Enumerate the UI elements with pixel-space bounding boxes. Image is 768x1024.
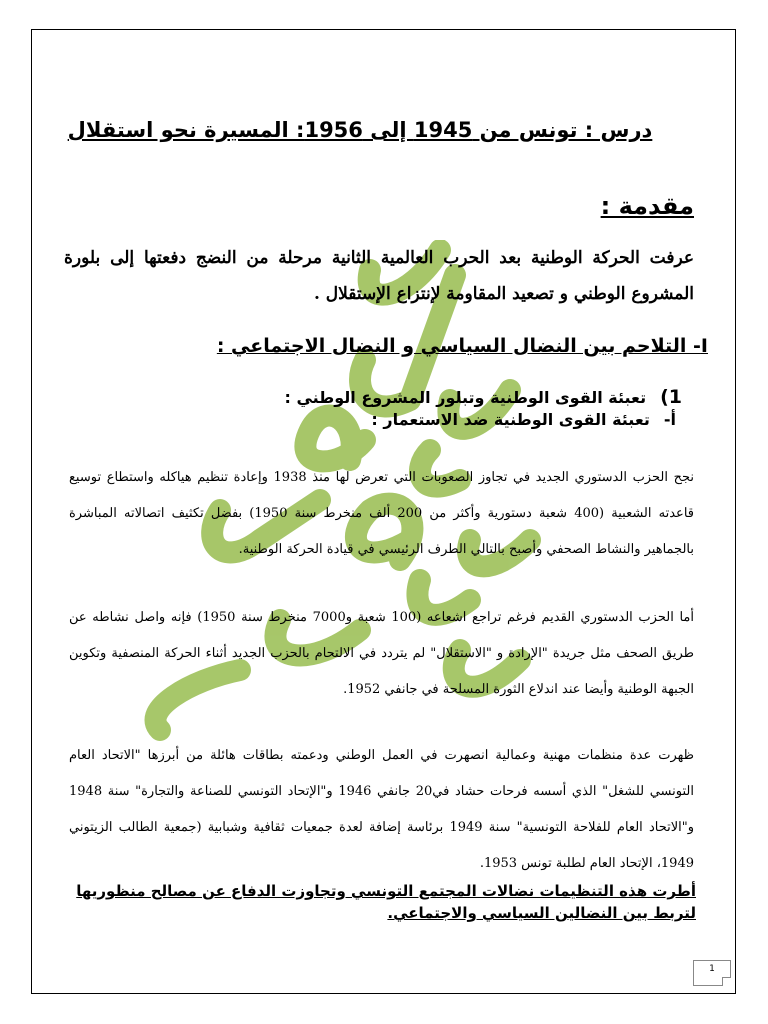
subsubsection-label: تعبئة القوى الوطنية ضد الاستعمار :	[371, 410, 650, 429]
paragraph: ظهرت عدة منظمات مهنية وعمالية انصهرت في العمل الوطني ودعمته بطاقات هائلة من أبرزها "الاتحاد العام التونسي للشغل" الذي أسسه فرحات حشاد في20 جانفي 1946 و"الإتحاد التونسي للصناعة والتجارة" سنة 1948 و"الاتحاد العام للفلاحة التونسية" سنة 1949 برئاسة إضافة لعدة جمعيات ثقافية وشبابية (جمعية الطالب الزيتوني 1949، الإتحاد العام لطلبة تونس 1953.	[69, 748, 695, 871]
page-title: درس : تونس من 1945 إلى 1956: المسيرة نحو استقلال	[67, 118, 653, 142]
subsection-number: 1)	[660, 386, 682, 408]
subsubsection-number: أ-	[663, 410, 676, 429]
paragraph: نجح الحزب الدستوري الجديد في تجاوز الصعوبات التي تعرض لها منذ 1938 وإعادة تنظيم هياكله واستطاع توسيع قاعدته الشعبية (400 شعبة دستورية وأكثر من 200 ألف منخرط سنة 1950) بفضل تكثيف اتصالاته المباشرة بالجماهير والنشاط الصحفي وأصبح بالتالي الطرف الرئيسي في قيادة الحركة الوطنية.	[69, 470, 694, 557]
paragraph: أما الحزب الدستوري القديم فرغم تراجع اشعاعه (100 شعبة و7000 منخرط سنة 1950) فإنه واصل نشاطه عن طريق الصحف مثل جريدة "الإرادة و "الاستقلال" لم يتردد في الالتحام بالحزب الجديد أثناء الحركة المنصفية وتكوين الجبهة الوطنية وأيضا عند اندلاع الثورة المسلحة في جانفي 1952.	[69, 610, 694, 697]
subsection-heading	[284, 386, 682, 408]
closing-statement: أطرت هذه التنظيمات نضالات المجتمع التونسي وتجاوزت الدفاع عن مصالح منظوريها لتربط بين النضالين السياسي والاجتماعي.	[76, 882, 696, 922]
intro-heading: مقدمة :	[600, 192, 694, 220]
page-number: 1	[693, 960, 731, 986]
subsubsection-heading	[371, 410, 676, 429]
section-heading: I- التلاحم بين النضال السياسي و النضال الاجتماعي :	[216, 335, 708, 357]
subsection-label: تعبئة القوى الوطنية وتبلور المشروع الوطني :	[284, 388, 647, 407]
intro-text: عرفت الحركة الوطنية بعد الحرب العالمية الثانية مرحلة من النضج دفعتها إلى بلورة المشروع الوطني و تصعيد المقاومة لإنتزاع الإستقلال .	[64, 248, 694, 304]
